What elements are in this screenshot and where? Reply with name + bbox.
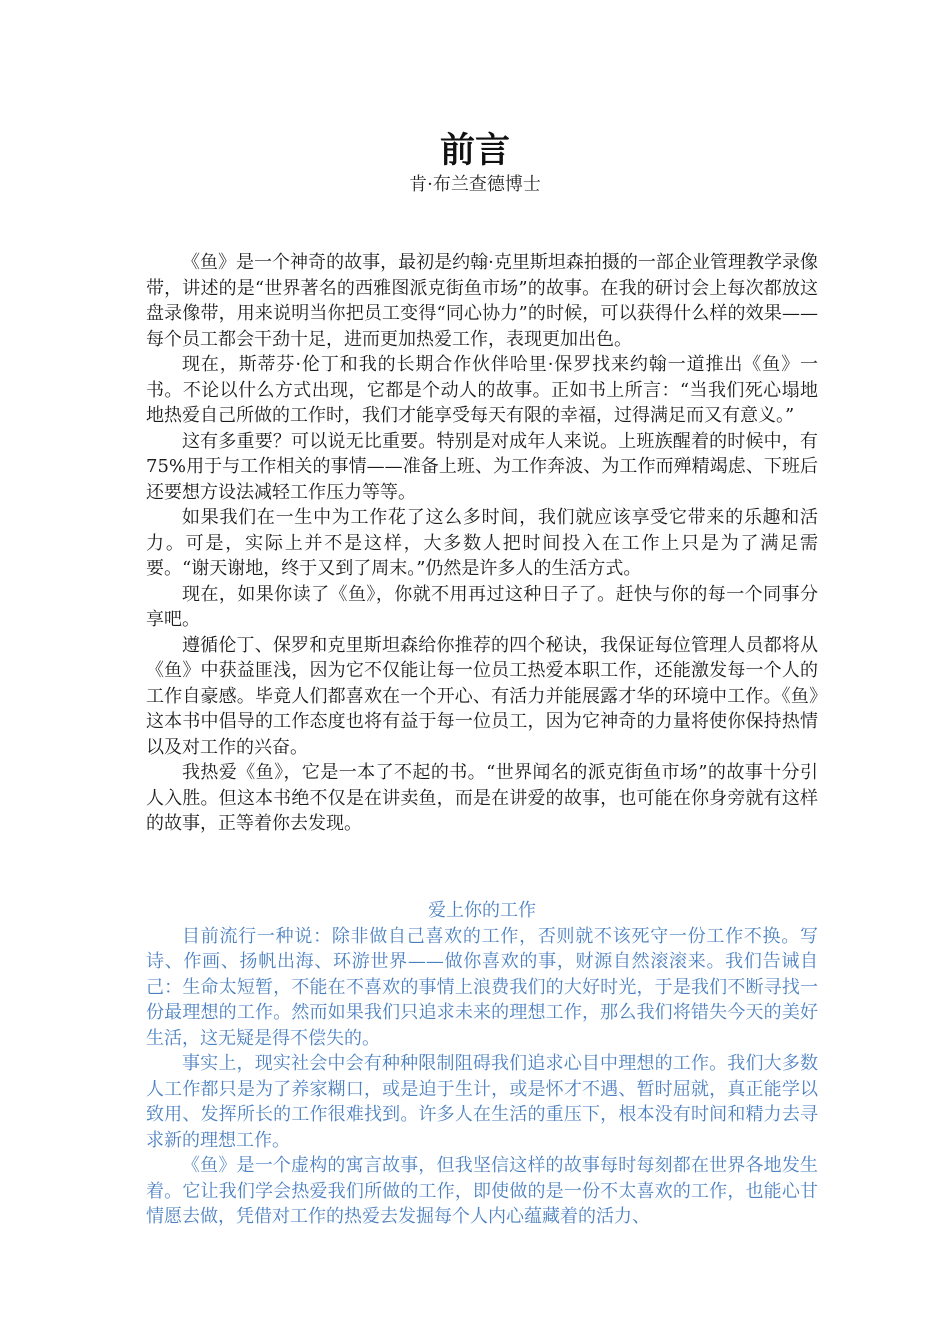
section-heading: 爱上你的工作 bbox=[428, 900, 536, 921]
paragraph: 我热爱《鱼》，它是一本了不起的书。“世界闻名的派克街鱼市场”的故事十分引人入胜。但这本书绝不仅是在讲卖鱼，而是在讲爱的故事，也可能在你身旁就有这样的故事，正等着你去发现。 bbox=[146, 762, 818, 834]
page-title: 前言 bbox=[439, 130, 510, 171]
paragraph: 《鱼》是一个神奇的故事，最初是约翰·克里斯坦森拍摄的一部企业管理教学录像带，讲述的是“世界著名的西雅图派克街鱼市场”的故事。在我的研讨会上每次都放这盘录像带，用来说明当你把员工变得“同心协力”的时候，可以获得什么样的效果——每个员工都会干劲十足，进而更加热爱工作，表现更加出色。 bbox=[146, 252, 818, 350]
preface-body bbox=[146, 250, 818, 837]
paragraph: 如果我们在一生中为工作花了这么多时间，我们就应该享受它带来的乐趣和活力。可是，实际上并不是这样，大多数人把时间投入在工作上只是为了满足需要。“谢天谢地，终于又到了周末。”仍然是许多人的生活方式。 bbox=[146, 507, 818, 579]
paragraph: 《鱼》是一个虚构的寓言故事，但我坚信这样的故事每时每刻都在世界各地发生着。它让我们学会热爱我们所做的工作，即使做的是一份不太喜欢的工作，也能心甘情愿去做，凭借对工作的热爱去发掘每个人内心蕴藏着的活力、 bbox=[146, 1155, 818, 1227]
paragraph: 这有多重要？可以说无比重要。特别是对成年人来说。上班族醒着的时候中，有75%用于与工作相关的事情——准备上班、为工作奔波、为工作而殚精竭虑、下班后还要想方设法减轻工作压力等等。 bbox=[146, 430, 818, 503]
paragraph: 现在，如果你读了《鱼》，你就不用再过这种日子了。赶快与你的每一个同事分享吧。 bbox=[146, 583, 818, 630]
love-your-work-section bbox=[146, 898, 818, 1230]
paragraph: 现在，斯蒂芬·伦丁和我的长期合作伙伴哈里·保罗找来约翰一道推出《鱼》一书。不论以什么方式出现，它都是个动人的故事。正如书上所言：“当我们死心塌地地热爱自己所做的工作时，我们才能享受每天有限的幸福，过得满足而又有意义。” bbox=[146, 354, 818, 426]
author-line: 肯·布兰查德博士 bbox=[409, 174, 541, 195]
paragraph: 目前流行一种说：除非做自己喜欢的工作，否则就不该死守一份工作不换。写诗、作画、扬帆出海、环游世界——做你喜欢的事，财源自然滚滚来。我们告诫自己：生命太短暂，不能在不喜欢的事情上浪费我们的大好时光，于是我们不断寻找一份最理想的工作。然而如果我们只追求未来的理想工作，那么我们将错失今天的美好生活，这无疑是得不偿失的。 bbox=[146, 925, 818, 1049]
paragraph: 事实上，现实社会中会有种种限制阻碍我们追求心目中理想的工作。我们大多数人工作都只是为了养家糊口，或是迫于生计，或是怀才不遇、暂时屈就，真正能学以致用、发挥所长的工作很难找到。许多人在生活的重压下，根本没有时间和精力去寻求新的理想工作。 bbox=[146, 1053, 818, 1151]
paragraph: 遵循伦丁、保罗和克里斯坦森给你推荐的四个秘诀，我保证每位管理人员都将从《鱼》中获益匪浅，因为它不仅能让每一位员工热爱本职工作，还能激发每一个人的工作自豪感。毕竟人们都喜欢在一个开心、有活力并能展露才华的环境中工作。《鱼》这本书中倡导的工作态度也将有益于每一位员工，因为它神奇的力量将使你保持热情以及对工作的兴奋。 bbox=[146, 634, 818, 758]
